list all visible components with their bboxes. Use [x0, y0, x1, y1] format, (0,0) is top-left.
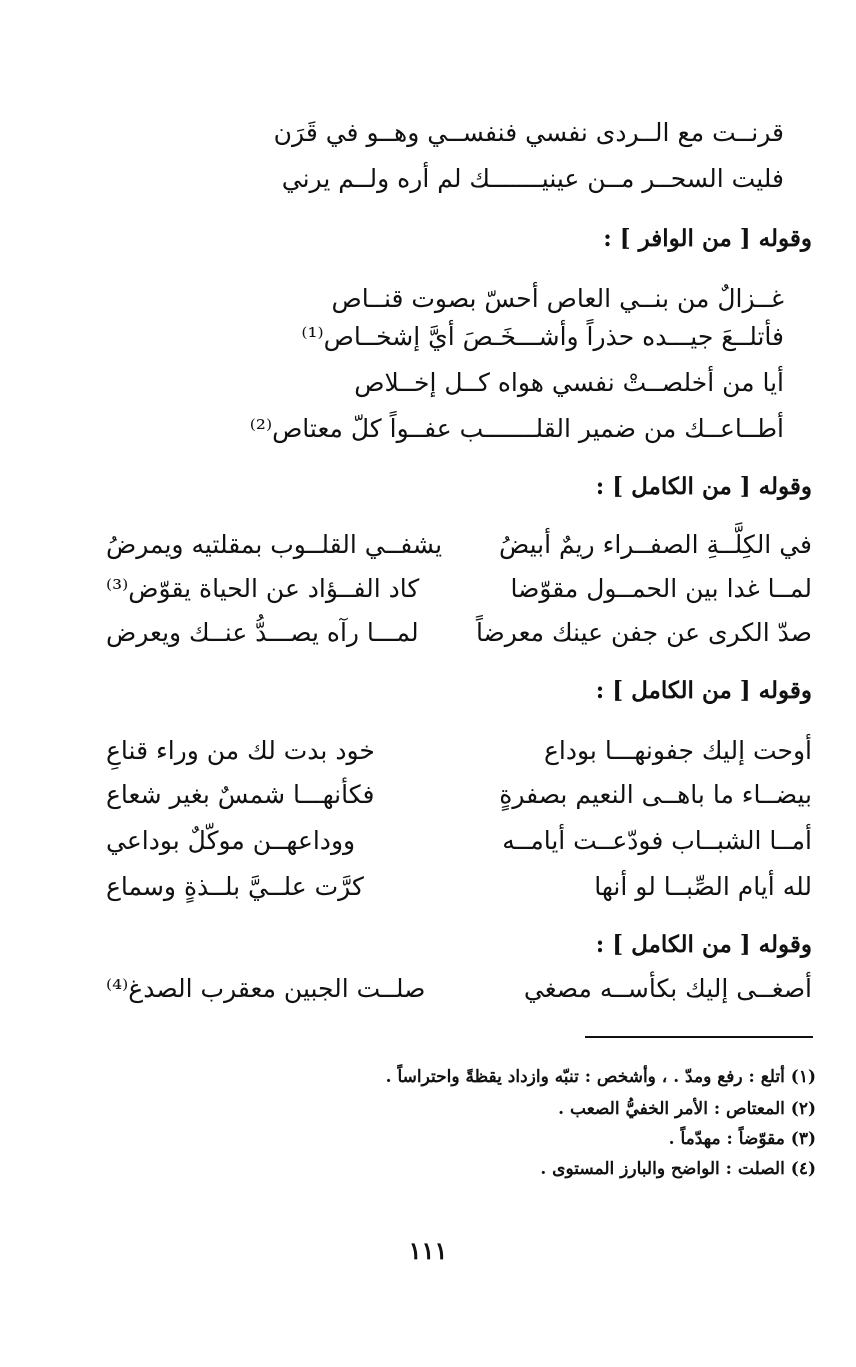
page-number: ١١١: [408, 1236, 448, 1265]
footnote: (١) أتلع : رفع ومدّ . ، وأشخص : تنبّه وازداد يقظةً واحتراساً .: [385, 1067, 816, 1087]
hemistich-left: ووداعهــن موكّلٌ بوداعي: [106, 826, 356, 855]
hemistich-right: لمــا غدا بين الحمــول مقوّضا: [510, 574, 812, 603]
hemistich-left: فكأنهـــا شمسٌ بغير شعاع: [106, 780, 375, 809]
hemistich-right: لله أيام الصِّبــا لو أنها: [594, 872, 812, 901]
couplet: [106, 778, 812, 812]
poem-intro: وقوله [ من الكامل ] :: [595, 473, 812, 500]
hemistich-right: أصغــى إليك بكأســه مصغي: [523, 974, 812, 1003]
poem-intro: وقوله [ من الوافر ] :: [603, 225, 812, 252]
hemistich-left: صلــت الجبين معقرب الصدغ⁽⁴⁾: [106, 974, 426, 1003]
couplet: [106, 824, 812, 858]
hemistich-right: أمــا الشبــاب فودّعــت أيامــه: [502, 826, 812, 855]
verse-text: أيا من أخلصــتْ نفسي هواه كــل إخــلاص: [354, 368, 784, 397]
hemistich-left: كاد الفــؤاد عن الحياة يقوّض⁽³⁾: [106, 574, 420, 603]
hemistich-right: صدّ الكرى عن جفن عينك معرضاً: [475, 618, 812, 647]
hemistich-right: في الكِلَّــةِ الصفــراء ريمٌ أبيضُ: [498, 530, 812, 559]
couplet: [106, 734, 812, 768]
footnote: (٤) الصلت : الواضح والبارز المستوى .: [540, 1159, 816, 1179]
footnote: (٢) المعتاص : الأمر الخفيُّ الصعب .: [558, 1099, 816, 1119]
couplet: [106, 616, 812, 650]
hemistich-left: لمـــا رآه يصـــدُّ عنــك ويعرض: [106, 618, 419, 647]
verse-line: [354, 366, 784, 400]
hemistich-left: خود بدت لك من وراء قناعِ: [106, 736, 375, 765]
footnote: (٣) مقوّضاً : مهدّماً .: [668, 1129, 816, 1149]
verse-line: [301, 320, 784, 354]
couplet: [106, 972, 812, 1006]
verse-text: أطــاعــك من ضمير القلـــــــب عفــواً كلّ معتاص⁽²⁾: [249, 414, 784, 443]
verse-text: غــزالٌ من بنــي العاص أحسّ بصوت قنــاص: [331, 284, 784, 313]
hemistich-left: يشفــي القلــوب بمقلتيه ويمرضُ: [106, 530, 443, 559]
couplet: [106, 572, 812, 606]
hemistich-right: بيضــاء ما باهــى النعيم بصفرةٍ: [499, 780, 812, 809]
verse-line: [156, 116, 784, 150]
verse-line: [331, 282, 784, 316]
verse-text: فأتلــعَ جيـــده حذراً وأشـــخَـصَ أيَّ إشخــاص⁽¹⁾: [301, 322, 784, 351]
poem-intro: وقوله [ من الكامل ] :: [595, 931, 812, 958]
hemistich-left: كرَّت علــيَّ بلــذةٍ وسماع: [106, 872, 364, 901]
verse-line: [250, 412, 784, 446]
verse-line: [156, 162, 784, 196]
verse-text: قرنــت مع الــردى نفسي فنفســي وهــو في قَرَن: [273, 118, 784, 147]
hemistich-right: أوحت إليك جفونهـــا بوداع: [544, 736, 812, 765]
poem-intro: وقوله [ من الكامل ] :: [595, 677, 812, 704]
verse-text: فليت السحــر مــن عينيـــــــك لم أره ولــم يرني: [281, 164, 784, 193]
couplet: [106, 870, 812, 904]
couplet: [106, 528, 812, 562]
footnote-divider: [585, 1036, 813, 1038]
